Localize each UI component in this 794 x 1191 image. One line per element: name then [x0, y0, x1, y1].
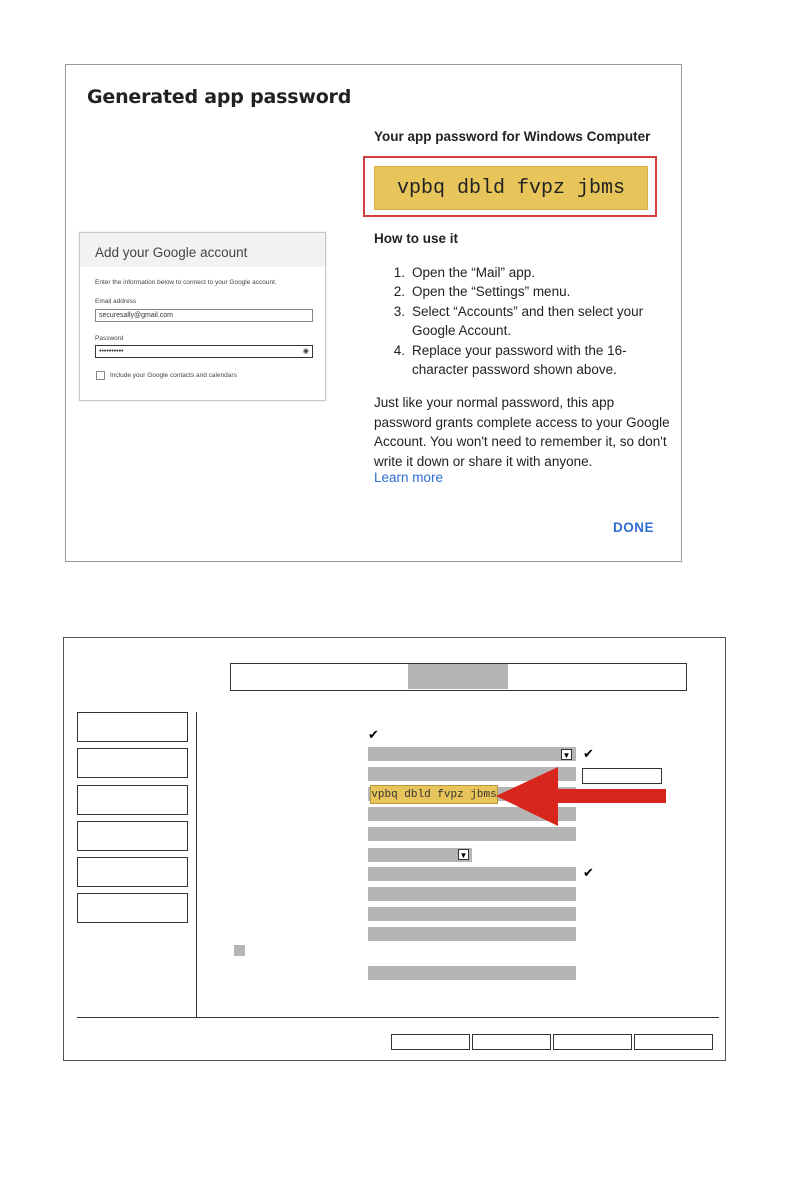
footer-button[interactable]	[472, 1034, 551, 1050]
password-field[interactable]: •••••••••• ◉	[95, 345, 313, 358]
arrow-shape	[496, 767, 666, 826]
footer-button[interactable]	[634, 1034, 713, 1050]
list-item: 2. Open the “Settings” menu.	[393, 284, 571, 300]
check-icon[interactable]: ✔	[583, 746, 594, 761]
dropdown-placeholder[interactable]	[368, 848, 472, 862]
security-note: Just like your normal password, this app password grants complete access to your Google Account. You won't need to remember it, so don't write it down or share it with anyone.	[374, 395, 670, 469]
list-item: 3. Select “Accounts” and then select your Google Account.	[393, 303, 644, 339]
dialog-title: Generated app password	[87, 86, 352, 108]
footer-button[interactable]	[553, 1034, 632, 1050]
list-item: 4. Replace your password with the 16-character password shown above.	[393, 342, 627, 378]
divider	[196, 712, 197, 1017]
how-to-heading: How to use it	[374, 231, 458, 246]
nav-item[interactable]	[77, 785, 188, 815]
app-password-box[interactable]: vpbq dbld fvpz jbms	[374, 166, 648, 210]
wireframe-title-placeholder	[408, 664, 508, 689]
contacts-label: Include your Google contacts and calendars	[110, 372, 237, 379]
card-title: Add your Google account	[95, 245, 248, 260]
field-placeholder[interactable]	[368, 867, 576, 881]
eye-icon[interactable]: ◉	[302, 348, 309, 355]
nav-item[interactable]	[77, 857, 188, 887]
field-placeholder[interactable]	[368, 927, 576, 941]
chevron-down-icon[interactable]: ▼	[459, 851, 468, 860]
email-label: Email address	[95, 298, 137, 305]
nav-item[interactable]	[77, 893, 188, 923]
footer-button[interactable]	[391, 1034, 470, 1050]
list-item: 1. Open the “Mail” app.	[393, 265, 536, 280]
nav-item[interactable]	[77, 712, 188, 742]
field-placeholder[interactable]	[368, 966, 576, 980]
card-instructions: Enter the information below to connect to your Google account.	[95, 279, 277, 286]
check-icon[interactable]: ✔	[368, 727, 379, 742]
field-placeholder[interactable]	[368, 887, 576, 901]
contacts-checkbox[interactable]	[96, 371, 105, 380]
field-placeholder[interactable]	[368, 747, 576, 761]
password-heading: Your app password for Windows Computer	[374, 129, 651, 144]
pointer-arrow-icon	[490, 765, 670, 830]
chevron-down-icon[interactable]: ▼	[562, 751, 571, 760]
check-icon[interactable]: ✔	[583, 865, 594, 880]
learn-more-link[interactable]: Learn more	[374, 470, 444, 485]
email-field[interactable]: securesally@gmail.com	[95, 309, 313, 322]
nav-item[interactable]	[77, 748, 188, 778]
field-placeholder[interactable]	[368, 907, 576, 921]
divider	[77, 1017, 719, 1018]
checkbox-placeholder[interactable]	[234, 945, 245, 956]
password-field-callout[interactable]: vpbq dbld fvpz jbms	[370, 785, 498, 804]
done-button[interactable]: DONE	[613, 520, 655, 535]
password-label: Password	[95, 335, 124, 342]
nav-item[interactable]	[77, 821, 188, 851]
instruction-steps	[374, 263, 674, 379]
